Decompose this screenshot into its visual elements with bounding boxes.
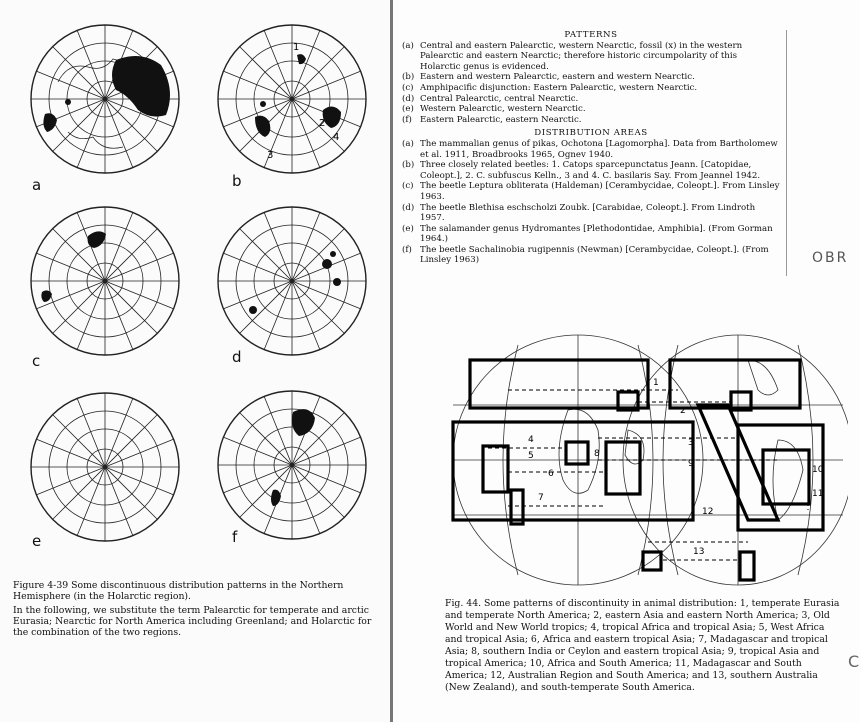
globe-label-d: d [232,348,242,366]
globe-map-c [28,204,183,359]
area-text: The mammalian genus of pikas, Ochotona [Lagomorpha]. Data from Bartholomew et al. 1911, Broadbrooks 1965, Ognev 1940. [420,138,778,160]
map-number-5: 5 [528,451,534,461]
figure-caption-title: Figure 4-39 Some discontinuous distribution patterns in the Northern Hemisphere (in the Holarctic region). [13,580,344,602]
globe-b-marker-4: 4 [333,132,340,143]
globe-label-a: a [32,176,42,194]
map-number-8: 8 [594,449,600,459]
figure-caption-body: In the following, we substitute the term Palearctic for temperate and arctic Eurasia; Nearctic for North America including Greenland; and Holarctic for the combination of the two regions. [13,605,372,638]
map-number-4: 4 [528,435,534,445]
globe-b-marker-1: 1 [293,42,300,53]
pattern-item [402,94,780,105]
pattern-item [402,41,780,73]
page-gutter [390,0,393,722]
map-number-12: 12 [702,507,714,517]
globe-b-marker-2: 2 [319,118,326,129]
figure-44-caption-text: Fig. 44. Some patterns of discontinuity in animal distribution: 1, temperate Eurasia and temperate North America; 2, eastern Asia and eastern North America; 3, Old World and New World tropics; 4, tropical Africa and tropical Asia; 5, West Africa and tropical Asia; 6, Africa and eastern tropical Asia; 7, Madagascar and tropical Asia; 8, southern India or Ceylon and eastern tropical Asia; 9, tropical Asia and tropical America; 10, Africa and South America; 11, Madagascar and South America; 12, Australian Region and South America; and 13, southern Australia (New Zealand), and south-temperate South America. [445,598,840,693]
figure-44-caption [445,598,840,694]
globe-label-e: e [32,532,42,550]
area-text: The beetle Leptura obliterata (Haldeman) [Cerambycidae, Coleopt.]. From Linsley 1963. [420,181,780,202]
map-number-1: 1 [653,378,659,388]
map-number-6: 6 [548,469,554,479]
pattern-text: Central and eastern Palearctic, western Nearctic, fossil (x) in the western Palearctic and eastern Nearctic; therefore historic circumpolarity of this Holarctic genus is evidenced. [420,40,743,72]
map-number-11: 11 [812,489,824,499]
areas-list [402,139,780,266]
pattern-item [402,104,780,115]
map-number-13: 13 [693,547,705,557]
area-item [402,181,780,202]
pattern-text: Amphipacific disjunction: Eastern Palearctic, western Nearctic. [420,82,698,93]
figure-4-39-caption [13,580,383,638]
areas-heading: DISTRIBUTION AREAS [534,128,648,139]
globe-map-f [215,388,370,543]
globe-label-f: f [232,528,238,546]
margin-letter: C [848,652,860,671]
pattern-key: (a) [402,40,414,51]
globe-label-b: b [232,172,242,190]
globe-map-d [215,204,370,359]
patterns-list [402,41,780,126]
area-item [402,203,780,224]
pattern-text: Eastern Palearctic, eastern Nearctic. [420,114,582,125]
map-number-10: 10 [812,465,824,475]
pattern-key: (f) [402,114,412,125]
area-item [402,245,780,266]
area-key: (f) [402,244,412,255]
area-key: (e) [402,223,414,234]
patterns-heading: PATTERNS [564,30,618,40]
area-item [402,160,780,181]
margin-rule [786,30,787,276]
map-number-7: 7 [538,493,544,503]
globe-map-b [215,22,370,177]
world-map-fig44 [448,330,848,590]
globe-map-e [28,390,183,545]
globe-map-a [28,22,183,177]
map-number-9: 9 [688,459,694,469]
pattern-key: (c) [402,82,414,93]
pattern-key: (b) [402,72,415,83]
area-text: Three closely related beetles: 1. Catops sparcepunctatus Jeann. [Catopidae, Coleopt.], 2. C. subfuscus Kelln., 3 and 4. C. basilaris Say. From Jeannel 1942. [420,160,761,181]
patterns-text-block [402,30,780,266]
pattern-text: Central Palearctic, central Nearctic. [420,93,579,104]
map-number-3: 3 [688,438,694,448]
area-item [402,139,780,160]
pattern-text: Eastern and western Palearctic, eastern and western Nearctic. [420,72,695,83]
area-text: The beetle Blethisa eschscholzi Zoubk. [Carabidae, Coleopt.]. From Lindroth 1957. [420,202,756,224]
pattern-key: (d) [402,93,415,104]
area-text: The beetle Sachalinobia rugipennis (Newman) [Cerambycidae, Coleopt.]. (From Linsley 1963) [420,244,769,266]
globe-label-c: c [32,352,41,370]
area-key: (b) [402,160,415,171]
pattern-key: (e) [402,104,414,115]
area-key: (d) [402,202,415,213]
pattern-item [402,72,780,83]
margin-handwriting: OBR [812,250,849,266]
area-key: (c) [402,181,414,192]
area-item [402,224,780,245]
area-key: (a) [402,138,414,149]
map-number-2: 2 [680,406,686,416]
area-text: The salamander genus Hydromantes [Plethodontidae, Amphibia]. (From Gorman 1964.) [420,223,773,245]
pattern-item [402,115,780,126]
globe-b-marker-3: 3 [267,150,274,161]
pattern-text: Western Palearctic, western Nearctic. [420,104,586,115]
pattern-item [402,83,780,94]
